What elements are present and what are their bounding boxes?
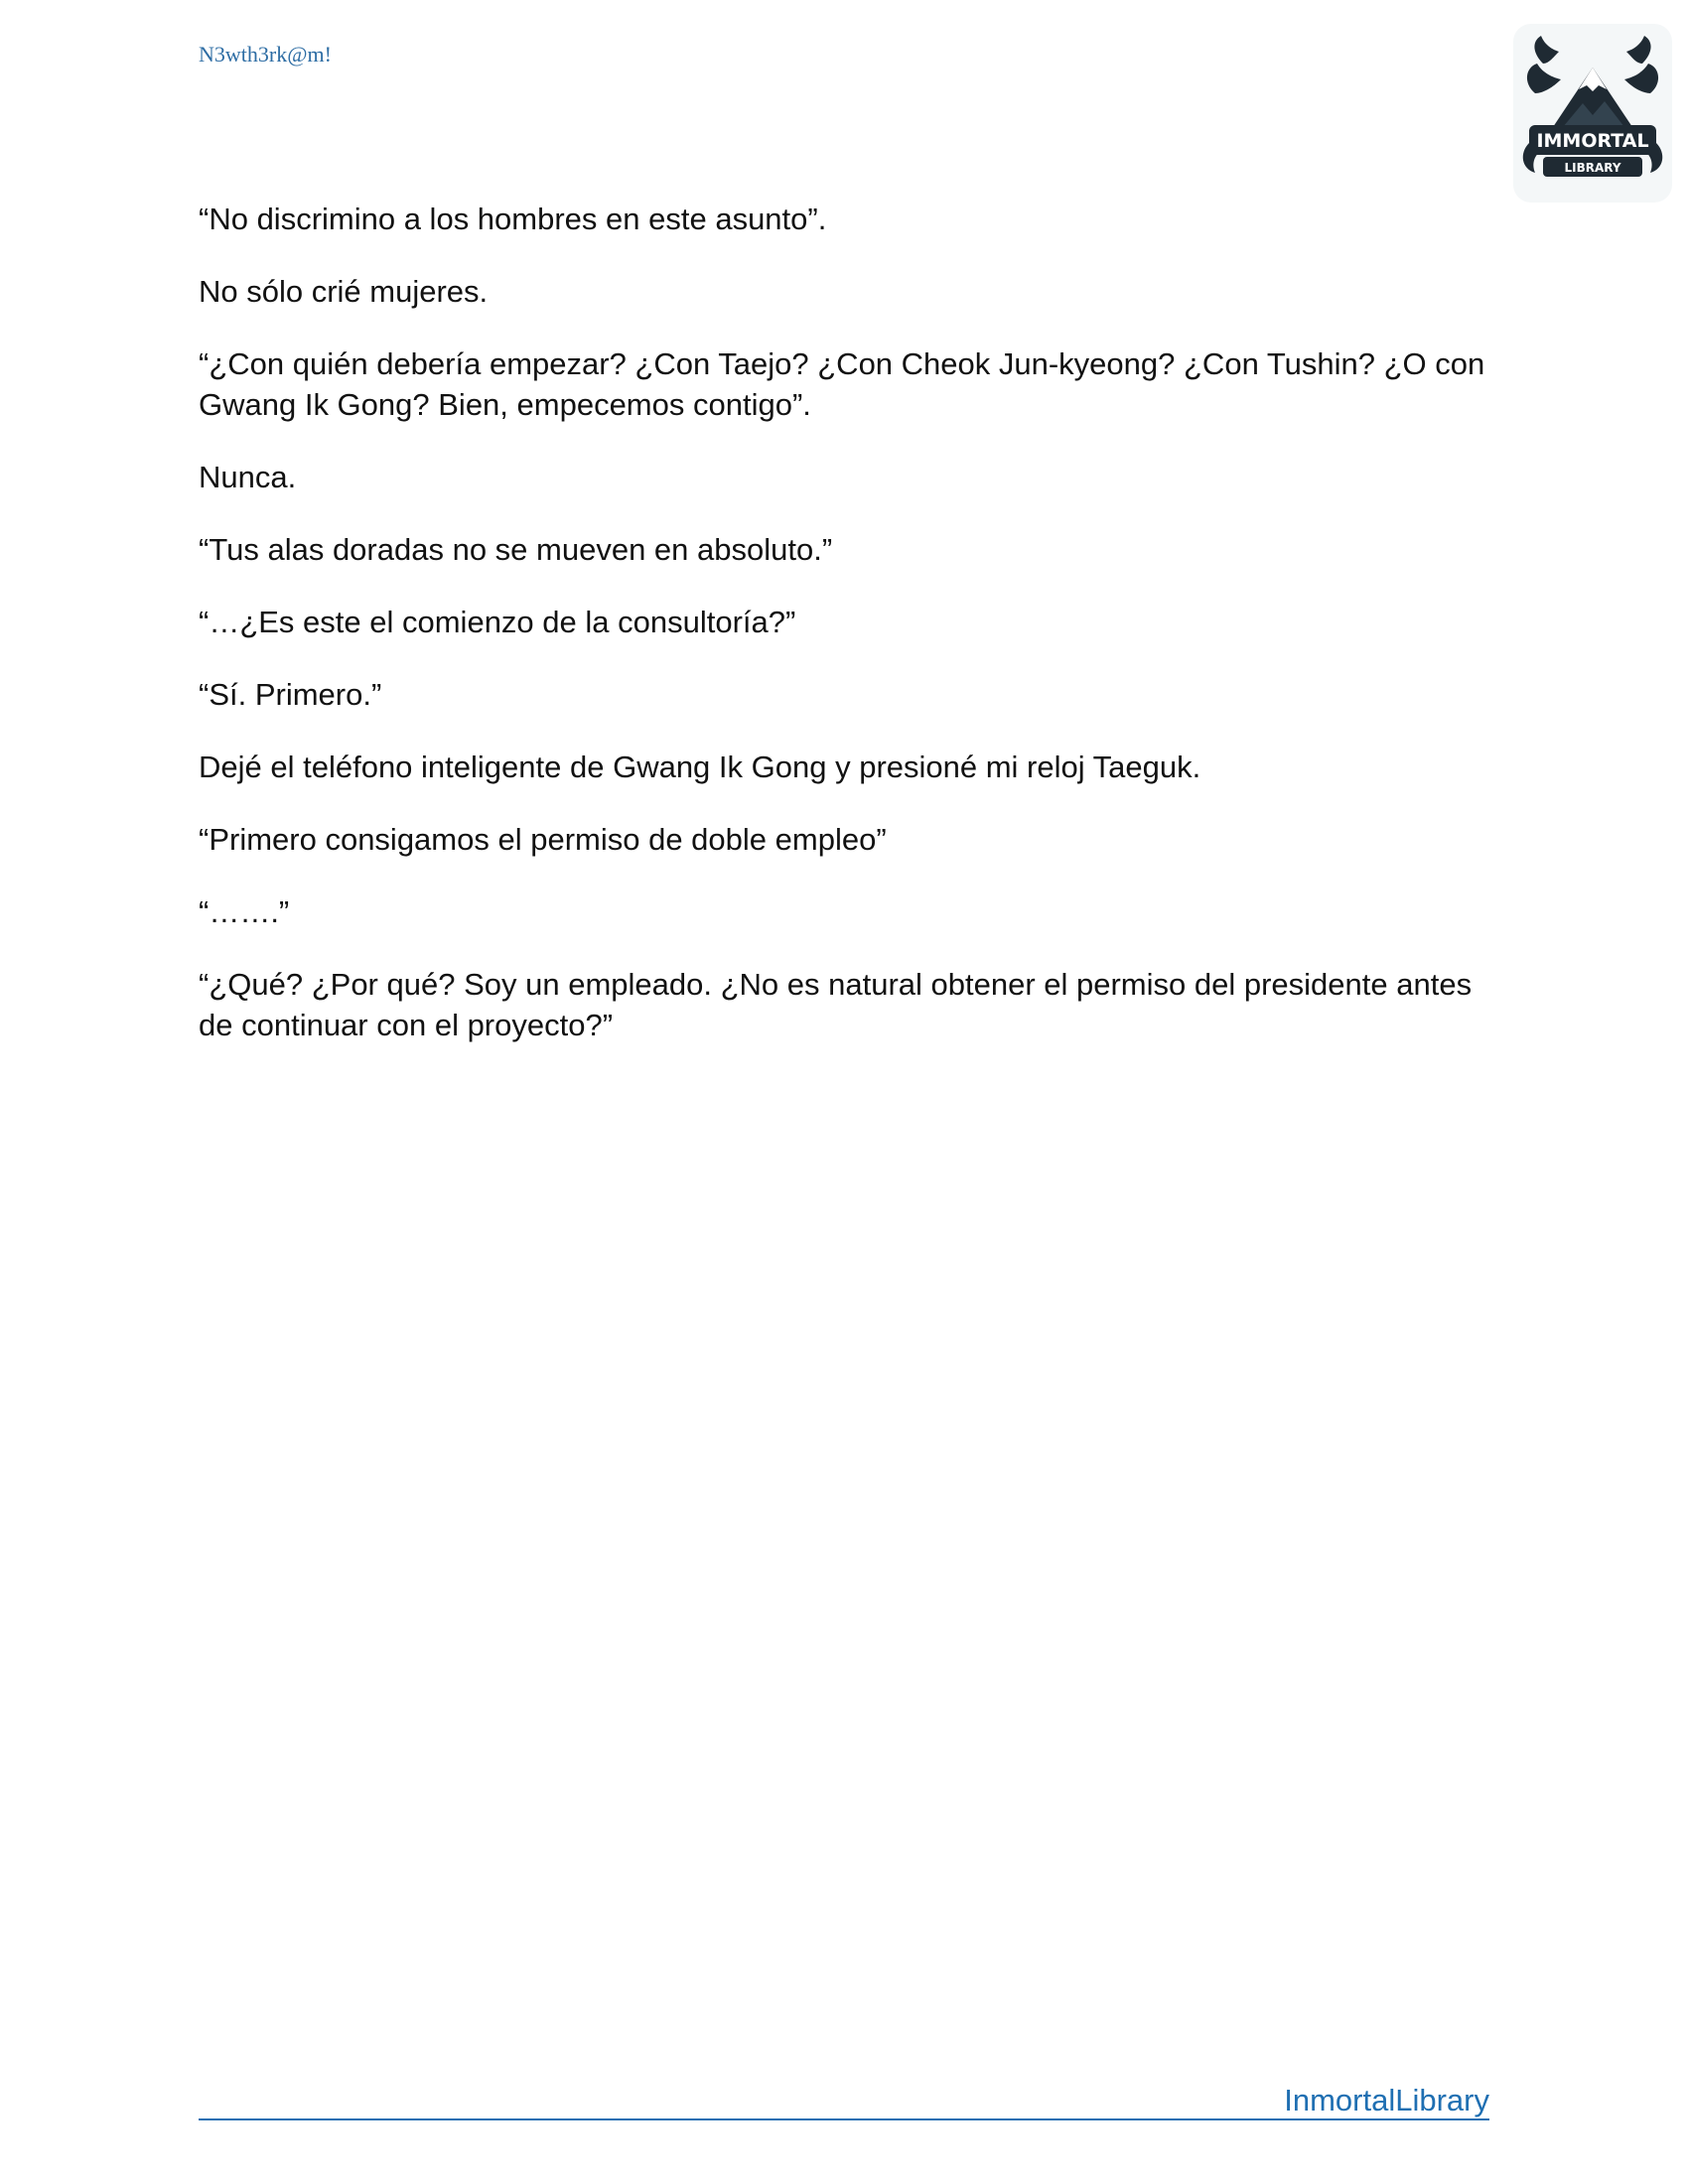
immortal-library-logo bbox=[1513, 24, 1672, 203]
paragraph: “…….” bbox=[199, 894, 290, 929]
paragraph: “Tus alas doradas no se mueven en absoluto.” bbox=[199, 532, 833, 567]
paragraph: “Primero consigamos el permiso de doble empleo” bbox=[199, 822, 887, 857]
svg-text:IMMORTAL: IMMORTAL bbox=[1536, 130, 1649, 152]
paragraph: Dejé el teléfono inteligente de Gwang Ik Gong y presioné mi reloj Taeguk. bbox=[199, 750, 1201, 784]
paragraph: “Sí. Primero.” bbox=[199, 677, 382, 712]
svg-text:LIBRARY: LIBRARY bbox=[1564, 161, 1621, 175]
header-watermark: N3wth3rk@m! bbox=[199, 42, 332, 67]
footer-link[interactable]: InmortalLibrary bbox=[1284, 2083, 1489, 2117]
document-body bbox=[199, 199, 1509, 1077]
paragraph: “¿Qué? ¿Por qué? Soy un empleado. ¿No es natural obtener el permiso del presidente antes de continuar con el proyecto?” bbox=[199, 967, 1473, 1042]
paragraph: Nunca. bbox=[199, 460, 297, 494]
paragraph: “No discrimino a los hombres en este asunto”. bbox=[199, 202, 827, 236]
paragraph: No sólo crié mujeres. bbox=[199, 274, 489, 309]
paragraph: “…¿Es este el comienzo de la consultoría?” bbox=[199, 605, 796, 639]
paragraph: “¿Con quién debería empezar? ¿Con Taejo? ¿Con Cheok Jun-kyeong? ¿Con Tushin? ¿O con Gwang Ik Gong? Bien, empecemos contigo”. bbox=[199, 346, 1485, 422]
footer-divider bbox=[199, 2118, 1489, 2120]
